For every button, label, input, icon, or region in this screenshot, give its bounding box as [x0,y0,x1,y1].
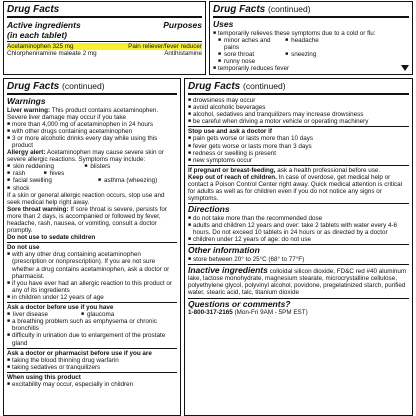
other-information-header: Other information [188,245,260,256]
list-item: ■ excitability may occur, especially in children [7,381,177,388]
list-item: ■ rash [7,170,44,177]
ask-doctor-list [7,311,177,318]
ingredient-row: Acetaminophen 325 mg Pain reliever/fever reducer [7,43,202,50]
list-item: ■ drowsiness may occur [188,97,409,104]
active-ingredients-header: Active ingredients (in each tablet) [7,20,81,40]
list-item: ■ glaucoma [81,311,172,318]
list-item: ■ skin reddening [7,163,84,170]
uses-intro: ■ temporarily relieves these symptoms due to a cold or flu: [213,30,409,37]
list-item: ■ with any other drug containing acetaminophen (prescription or nonprescription). If you are not sure whether a drug contains acetaminophen, ask a doctor or pharmacist. [7,251,177,279]
purposes-header: Purposes [163,20,202,30]
list-item: ■ do not take more than the recommended dose [188,215,409,222]
list-item: ■ new symptoms occur [188,157,409,164]
list-item: ■ alcohol, sedatives and tranquilizers may increase drowsiness [188,111,409,118]
sore-throat-warning: Sore throat warning: If sore throat is severe, persists for more than 2 days, is accompanied or followed by fever, headache, rash, nausea, or vomiting, consult a doctor promptly. [7,205,167,235]
liver-warning: Liver warning: This product contains acetaminophen. Severe liver damage may occur if you take [7,106,159,121]
panel-title: Drug Facts (continued) [188,81,409,95]
list-item: ■ blisters [84,163,148,170]
list-item: ■ taking sedatives or tranquilizers [7,364,177,371]
questions-header: Questions or comments? [188,298,291,309]
ingredient-row: Chlorpheniramine maleate 2 mg Antihistamine [7,50,202,58]
list-item: ■ in children under 12 years of age [7,294,177,301]
allergy-symptom-list [7,163,177,191]
list-item: ■ 3 or more alcoholic drinks every day while using this product [7,135,177,149]
list-item: ■ a breathing problem such as emphysema or chronic bronchitis [7,318,177,332]
list-item: ■ be careful when driving a motor vehicle or operating machinery [188,118,409,125]
symptom-list [213,37,409,65]
allergy-after: If a skin or general allergic reaction occurs, stop use and seek medical help right away. [7,191,165,206]
list-item: ■ taking the blood thinning drug warfarin [7,357,177,364]
list-item: ■ if you have ever had an allergic reaction to this product or any of its ingredients [7,280,177,294]
panel-title: Drug Facts (continued) [213,4,409,18]
list-item: ■ sneezing [285,51,352,58]
list-item: ■ sore throat [218,51,285,58]
allergy-alert: Allergy alert: Acetaminophen may cause severe skin or severe allergic reactions. Symptoms may include: [7,149,164,164]
list-item: ■ redness or swelling is present [188,150,409,157]
list-item: ■ more than 4,000 mg of acetaminophen in 24 hours [7,121,177,128]
list-item: ■ difficulty in urination due to enlargement of the prostate gland [7,332,177,346]
phone-number: 1-800-317-2165 [188,309,233,317]
list-item: ■ liver disease [7,311,81,318]
inactive-ingredients: Inactive ingredients colloidal silicon dioxide, FD&C red #40 aluminum lake, lactose monohydrate, magnesium stearate, microcrystalline cellulose, polyethylene glycol, polyvinyl alcohol, povidone, pregelatinized starch, purified water, stearic acid, talc, titanium dioxide [188,264,407,297]
warnings-header: Warnings [7,96,46,106]
warnings-panel [3,78,181,416]
list-item: ■ avoid alcoholic beverages [188,104,409,111]
uses-header: Uses [213,19,234,29]
list-item: ■ asthma (wheezing) [98,177,175,184]
list-item: ■ facial swelling [7,177,98,184]
list-item: ■ with other drugs containing acetaminophen [7,128,177,135]
list-item: ■ pain gets worse or lasts more than 10 days [188,135,409,142]
list-item: ■ headache [285,37,352,51]
ask-doctor-header: Ask a doctor before use if you have [7,304,114,312]
continue-arrow-icon [401,65,409,71]
list-item: ■ shock [7,185,71,192]
uses-panel [209,1,413,75]
list-item: ■ children under 12 years of age: do not use [188,236,409,243]
list-item: ■ adults and children 12 years and over: take 2 tablets with water every 4-6 hours. Do not exceed 10 tablets in 24 hours or as directed by a doctor [188,222,409,236]
keep-out-of-reach: Keep out of reach of children. In case of overdose, get medical help or contact a Poison Control Center right away. Quick medical attention is critical for adults as well as for children even if you do not notice any signs or symptoms. [188,173,403,203]
list-item: ■ store between 20° to 25°C (68° to 77°F) [188,256,409,263]
sedate-warning: Do not use to sedate children [7,234,96,242]
panel-title: Drug Facts (continued) [7,81,177,95]
ask-pharmacist-header: Ask a doctor or pharmacist before use if you are [7,349,152,357]
list-item: ■ minor aches and pains [218,37,285,51]
contact-line: 1-800-317-2165 (Mon-Fri 9AM - 5PM EST) [188,309,308,317]
list-item: ■ runny nose [218,58,285,65]
do-not-use-header: Do not use [7,244,40,252]
list-item: ■ temporarily reduces fever [213,65,409,72]
list-item: ■ fever gets worse or lasts more than 3 days [188,143,409,150]
panel-title: Drug Facts [7,4,202,18]
stop-use-header: Stop use and ask a doctor if [188,128,272,136]
directions-panel [184,78,413,416]
active-ingredients-panel [3,1,206,75]
when-using-header: When using this product [7,373,81,381]
list-item: ■ hives [44,170,121,177]
directions-header: Directions [188,204,230,215]
pregnancy-warning: If pregnant or breast-feeding, ask a health professional before use. [188,166,381,174]
